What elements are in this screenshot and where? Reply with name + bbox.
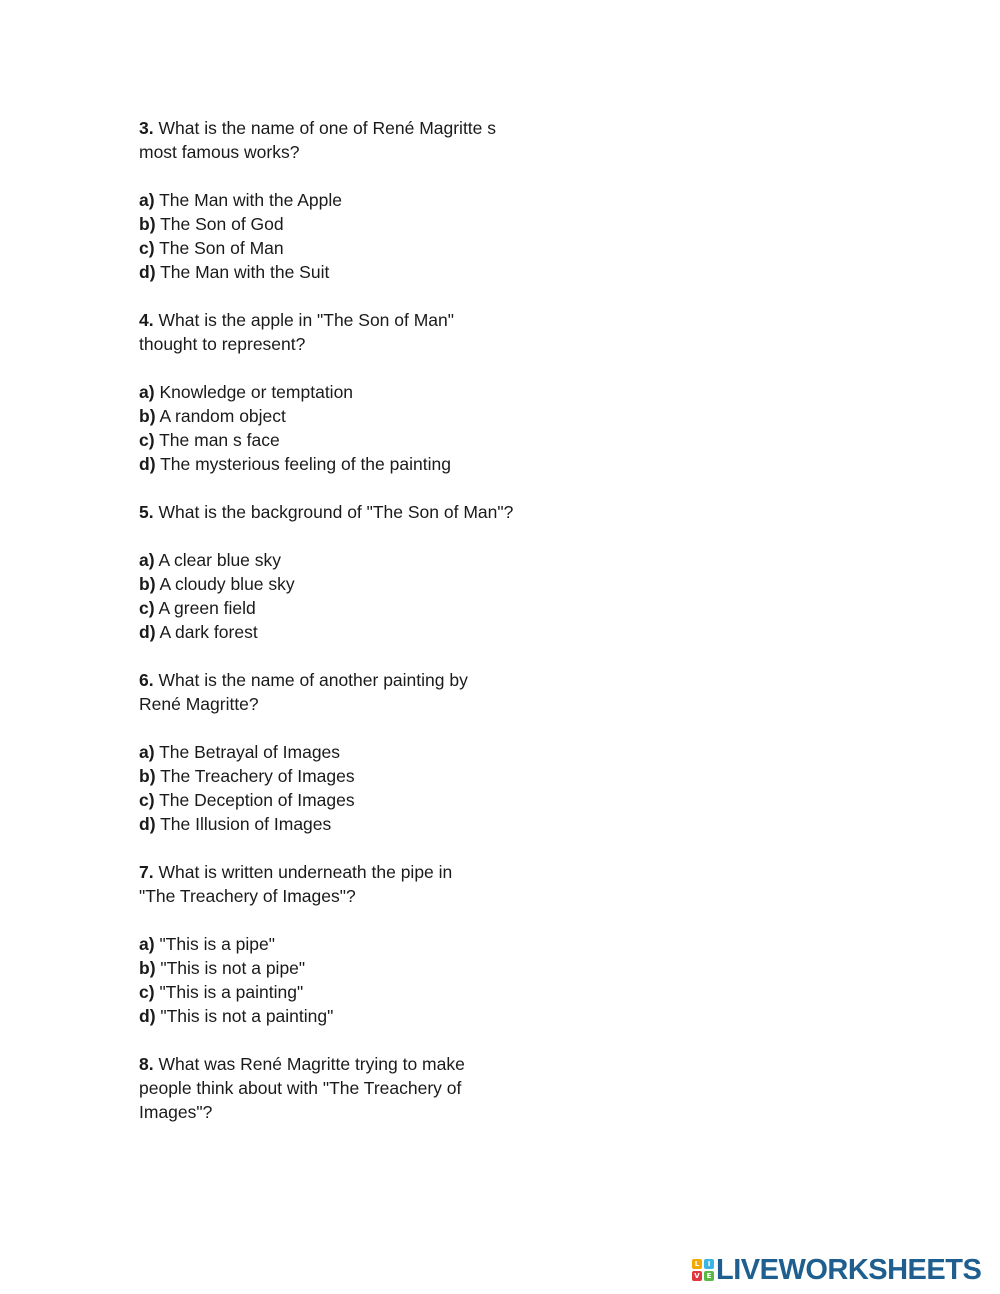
logo-mark-letter: E [704, 1271, 714, 1281]
option-b[interactable] [139, 404, 559, 428]
question-line [139, 308, 559, 332]
option-a[interactable] [139, 380, 559, 404]
question-8 [139, 1052, 559, 1124]
option-text: "This is not a pipe" [160, 958, 306, 978]
option-text: "This is not a painting" [160, 1006, 334, 1026]
options-list [139, 740, 559, 836]
logo-mark-letter: L [692, 1259, 702, 1269]
option-text: The Son of God [160, 214, 284, 234]
question-text: René Magritte? [139, 694, 259, 714]
question-text: What is the name of one of René Magritte s [158, 118, 497, 138]
option-a[interactable] [139, 188, 559, 212]
option-a[interactable] [139, 932, 559, 956]
question-line [139, 1052, 559, 1076]
option-letter: c) [139, 238, 155, 258]
option-d[interactable] [139, 620, 559, 644]
option-letter: b) [139, 958, 156, 978]
question-text: What is written underneath the pipe in [158, 862, 453, 882]
option-letter: b) [139, 766, 156, 786]
question-text: What was René Magritte trying to make [158, 1054, 465, 1074]
option-text: The mysterious feeling of the painting [160, 454, 451, 474]
options-list [139, 380, 559, 476]
question-3 [139, 116, 559, 164]
question-number: 8. [139, 1054, 154, 1074]
option-c[interactable] [139, 596, 559, 620]
option-letter: d) [139, 814, 156, 834]
question-text: What is the name of another painting by [158, 670, 468, 690]
logo-text: LIVEWORKSHEETS [716, 1254, 982, 1286]
option-text: A cloudy blue sky [159, 574, 295, 594]
option-letter: a) [139, 190, 155, 210]
option-letter: d) [139, 262, 156, 282]
option-c[interactable] [139, 788, 559, 812]
option-letter: c) [139, 790, 155, 810]
options-list [139, 932, 559, 1028]
option-letter: b) [139, 214, 156, 234]
option-c[interactable] [139, 428, 559, 452]
options-list [139, 188, 559, 284]
question-text: thought to represent? [139, 334, 306, 354]
option-letter: d) [139, 622, 156, 642]
question-text: What is the background of "The Son of Man"? [158, 502, 514, 522]
option-text: The man s face [159, 430, 280, 450]
question-6 [139, 668, 559, 716]
question-7 [139, 860, 559, 908]
logo-mark-icon [692, 1259, 714, 1281]
option-b[interactable] [139, 956, 559, 980]
option-c[interactable] [139, 236, 559, 260]
option-letter: c) [139, 430, 155, 450]
question-number: 6. [139, 670, 154, 690]
question-line [139, 116, 559, 140]
option-text: Knowledge or temptation [159, 382, 354, 402]
logo-mark-letter: I [704, 1259, 714, 1269]
options-list [139, 548, 559, 644]
option-text: A clear blue sky [158, 550, 282, 570]
option-text: The Treachery of Images [160, 766, 355, 786]
option-d[interactable] [139, 260, 559, 284]
question-text: "The Treachery of Images"? [139, 886, 356, 906]
option-text: "This is a painting" [159, 982, 304, 1002]
liveworksheets-logo [692, 1254, 981, 1286]
option-text: "This is a pipe" [159, 934, 275, 954]
option-text: A green field [158, 598, 256, 618]
option-letter: a) [139, 382, 155, 402]
option-letter: b) [139, 406, 156, 426]
option-b[interactable] [139, 764, 559, 788]
worksheet-body [139, 116, 559, 1148]
option-letter: a) [139, 550, 155, 570]
option-letter: c) [139, 598, 155, 618]
question-number: 3. [139, 118, 154, 138]
option-letter: a) [139, 934, 155, 954]
option-text: A random object [159, 406, 286, 426]
option-text: The Betrayal of Images [159, 742, 341, 762]
question-4 [139, 308, 559, 356]
question-line [139, 668, 559, 692]
option-text: The Illusion of Images [160, 814, 332, 834]
option-b[interactable] [139, 572, 559, 596]
question-number: 7. [139, 862, 154, 882]
option-a[interactable] [139, 740, 559, 764]
option-text: The Deception of Images [159, 790, 355, 810]
question-number: 4. [139, 310, 154, 330]
option-letter: c) [139, 982, 155, 1002]
question-5 [139, 500, 559, 524]
option-c[interactable] [139, 980, 559, 1004]
option-text: The Man with the Suit [160, 262, 330, 282]
question-text: people think about with "The Treachery of [139, 1078, 462, 1098]
option-d[interactable] [139, 1004, 559, 1028]
option-a[interactable] [139, 548, 559, 572]
option-letter: a) [139, 742, 155, 762]
option-text: The Son of Man [159, 238, 284, 258]
question-line [139, 500, 559, 524]
logo-mark-letter: V [692, 1271, 702, 1281]
option-letter: b) [139, 574, 156, 594]
option-text: The Man with the Apple [159, 190, 342, 210]
option-d[interactable] [139, 812, 559, 836]
option-letter: d) [139, 1006, 156, 1026]
option-b[interactable] [139, 212, 559, 236]
option-text: A dark forest [159, 622, 258, 642]
question-text: Images"? [139, 1102, 213, 1122]
question-text: most famous works? [139, 142, 300, 162]
question-number: 5. [139, 502, 154, 522]
question-text: What is the apple in "The Son of Man" [158, 310, 454, 330]
question-line [139, 860, 559, 884]
option-letter: d) [139, 454, 156, 474]
option-d[interactable] [139, 452, 559, 476]
